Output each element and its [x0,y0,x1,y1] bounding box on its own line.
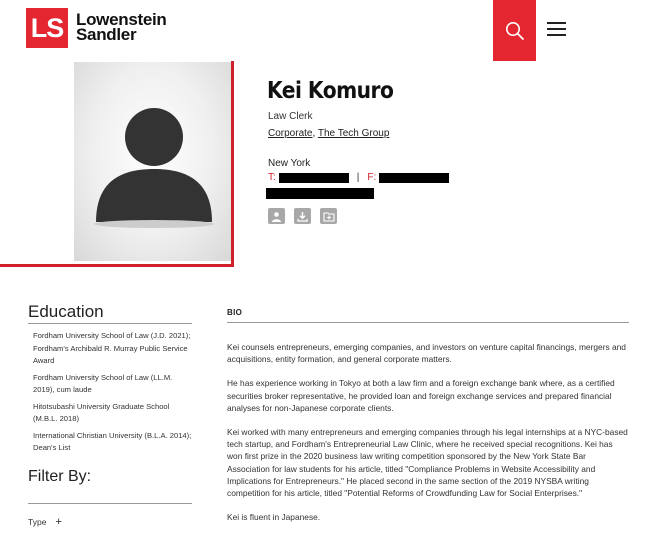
add-folder-button[interactable] [320,208,337,224]
filter-type-toggle[interactable] [28,516,62,528]
search-button[interactable] [493,0,536,61]
education-divider [28,323,192,324]
attorney-title: Law Clerk [268,111,313,122]
bio-body [227,341,629,533]
add-folder-icon [323,211,335,222]
practice-link-tech-group[interactable]: The Tech Group [317,128,390,139]
education-item: Fordham University School of Law (J.D. 2021); [33,331,191,340]
bio-paragraph: Kei is fluent in Japanese. [227,512,321,523]
practice-links [268,128,389,139]
filter-divider [28,503,192,504]
fax-label: F: [367,172,377,183]
bio-paragraph: Kei worked with many entrepreneurs and emerging companies through his legal internships at a NYC-based tech startup, and Fordham's Entrepreneurial Law Clinic, where he received special recognitions. Kei has won first prize in the 2020 business law writing competition sponsored by the New York State Bar Association for law students for his article, titled "Compliance Problems in Website Accessibility and Implications for Entrepreneurs." He placed second in the same section of the 2019 NYSBA writing competition for his article, titled "Potential Reforms of Crowdfunding Law for Social Enterprises." [227,427,628,499]
phone-separator: | [356,172,360,183]
logo-line-1: Lowenstein [76,10,167,29]
person-silhouette-icon [74,62,231,261]
hamburger-icon-bar [547,28,566,30]
fax-redacted [379,173,449,183]
search-icon [505,21,525,41]
download-icon [297,211,308,222]
phone-label: T: [268,172,276,183]
practice-link-corporate[interactable]: Corporate [268,128,313,139]
hamburger-icon [547,22,566,24]
profile-actions [268,208,337,224]
profile-photo-placeholder [74,62,231,261]
filter-type-label: Type [28,517,47,527]
bio-divider [227,322,629,323]
attorney-name: Kei Komuro [267,78,394,104]
education-item: Fordham University School of Law (LL.M. 2019), cum laude [33,373,173,394]
hamburger-menu-button[interactable] [547,22,571,40]
practice-separator: , [312,128,318,139]
vcard-button[interactable] [268,208,285,224]
logo-wordmark[interactable] [76,12,167,42]
bio-paragraph: Kei counsels entrepreneurs, emerging companies, and investors on venture capital financings, mergers and acquisitions, entity formation, and general corporate matters. [227,342,626,365]
office-location[interactable]: New York [268,158,311,169]
bio-heading: BIO [227,308,243,317]
education-item: Hitotsubashi University Graduate School (M.B.L. 2018) [33,402,170,423]
email-redacted [266,188,374,199]
education-item: International Christian University (B.L.A. 2014); Dean's List [33,431,192,452]
filter-heading: Filter By: [28,468,92,485]
logo-line-2: Sandler [76,25,137,44]
bio-paragraph: He has experience working in Tokyo at both a law firm and a foreign exchange bank where, as a certified securities broker representative, he provided loan and foreign exchange services and prepared financial analyses for non-Japanese corporate clients. [227,378,615,413]
logo-mark[interactable]: LS [26,8,68,48]
download-button[interactable] [294,208,311,224]
contact-numbers [268,172,449,183]
phone-redacted [279,173,349,183]
plus-icon: + [55,516,62,528]
hamburger-icon-bar [547,34,566,36]
education-list [33,330,193,455]
vcard-icon [271,211,282,222]
education-heading: Education [28,302,104,321]
education-item: Fordham's Archibald R. Murray Public Service Award [33,344,188,365]
